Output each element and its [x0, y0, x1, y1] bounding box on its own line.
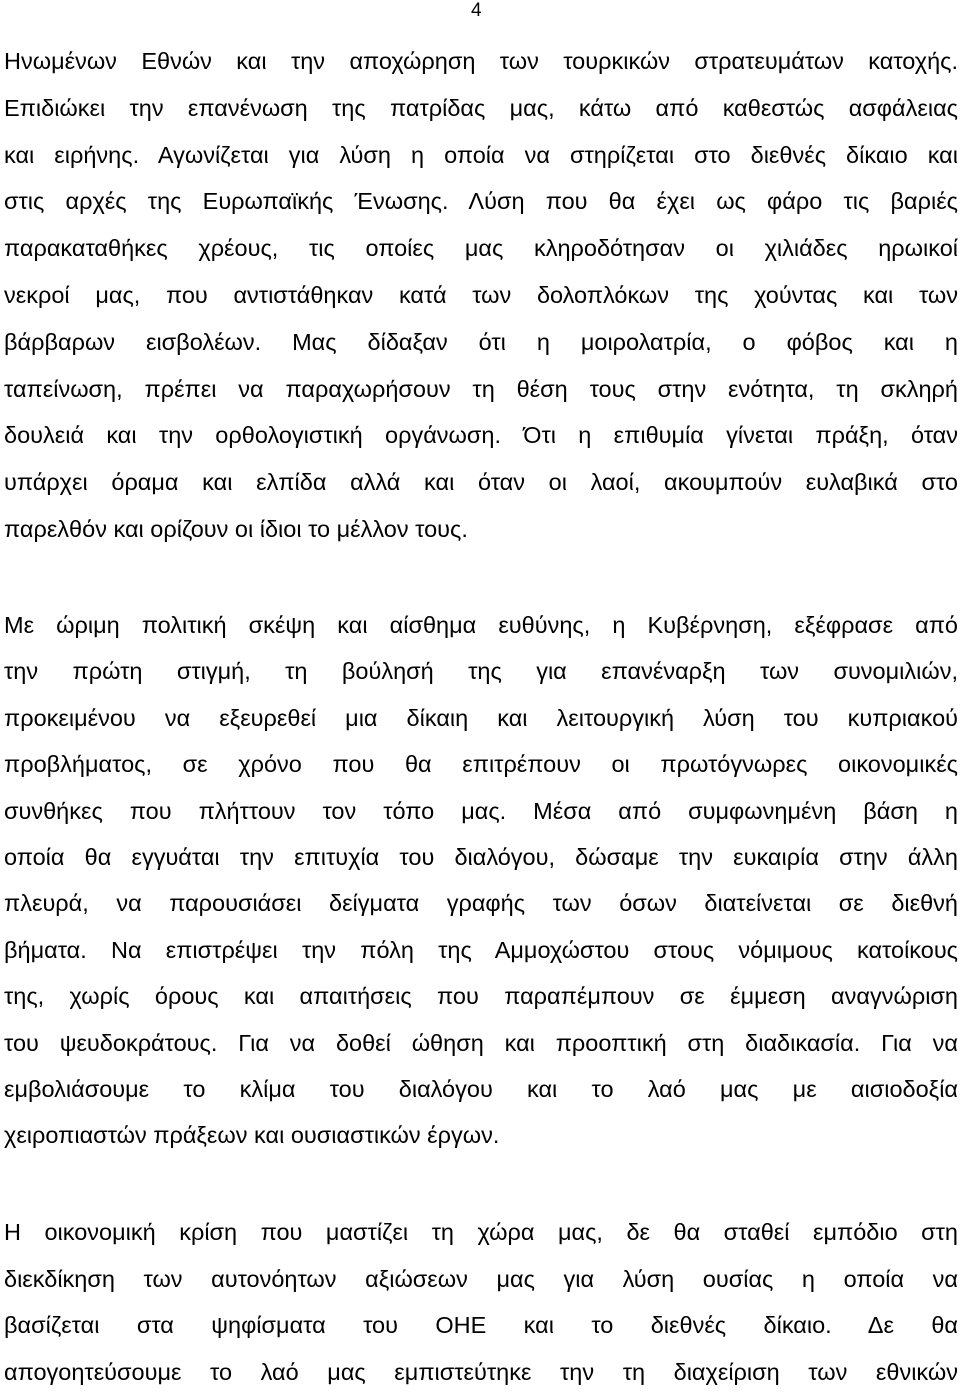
paragraph-3-line: διεκδίκηση των αυτονόητων αξιώσεων μας για λύση ουσίας η οποία να	[4, 1265, 958, 1292]
paragraph-2-line: πλευρά, να παρουσιάσει δείγματα γραφής των όσων διατείνεται σε διεθνή	[4, 890, 958, 917]
paragraph-2-line: εμβολιάσουμε το κλίμα του διαλόγου και το λαό μας με αισιοδοξία	[4, 1076, 958, 1102]
paragraph-2-line: Με ώριμη πολιτική σκέψη και αίσθημα ευθύνης, η Κυβέρνηση, εξέφρασε από	[4, 612, 958, 638]
paragraph-1-line: παρελθόν και ορίζουν οι ίδιοι το μέλλον τους.	[4, 516, 468, 542]
paragraph-1-line: υπάρχει όραμα και ελπίδα αλλά και όταν οι λαοί, ακουμπούν ευλαβικά στο	[4, 469, 958, 496]
paragraph-1-line: ταπείνωση, πρέπει να παραχωρήσουν τη θέση τους στην ενότητα, τη σκληρή	[4, 375, 958, 402]
paragraph-1-line: νεκροί μας, που αντιστάθηκαν κατά των δολοπλόκων της χούντας και των	[4, 282, 958, 308]
paragraph-2-line: προβλήματος, σε χρόνο που θα επιτρέπουν οι πρωτόγνωρες οικονομικές	[4, 751, 958, 778]
paragraph-2-line: της, χωρίς όρους και απαιτήσεις που παραπέμπουν σε έμμεση αναγνώριση	[4, 983, 958, 1010]
paragraph-1-line: Επιδιώκει την επανένωση της πατρίδας μας, κάτω από καθεστώς ασφάλειας	[4, 94, 958, 121]
paragraph-2-line: βήματα. Να επιστρέψει την πόλη της Αμμοχώστου στους νόμιμους κατοίκους	[4, 936, 958, 963]
paragraph-1-line: βάρβαρων εισβολέων. Μας δίδαξαν ότι η μοιρολατρία, ο φόβος και η	[4, 328, 958, 355]
paragraph-3-line: απογοητεύσουμε το λαό μας εμπιστεύτηκε την τη διαχείριση των εθνικών	[4, 1358, 958, 1385]
paragraph-2-line: συνθήκες που πλήττουν τον τόπο μας. Μέσα από συμφωνημένη βάση η	[4, 797, 958, 824]
paragraph-1-line: και ειρήνης. Αγωνίζεται για λύση η οποία να στηρίζεται στο διεθνές δίκαιο και	[4, 141, 958, 168]
paragraph-2-line: οποία θα εγγυάται την επιτυχία του διαλόγου, δώσαμε την ευκαιρία στην άλλη	[4, 844, 958, 870]
paragraph-2-line: του ψευδοκράτους. Για να δοθεί ώθηση και προοπτική στη διαδικασία. Για να	[4, 1029, 958, 1056]
paragraph-3-line: Η οικονομική κρίση που μαστίζει τη χώρα μας, δε θα σταθεί εμπόδιο στη	[4, 1219, 958, 1245]
paragraph-1-line: στις αρχές της Ευρωπαϊκής Ένωσης. Λύση που θα έχει ως φάρο τις βαριές	[4, 188, 958, 215]
paragraph-1-line: Ηνωμένων Εθνών και την αποχώρηση των τουρκικών στρατευμάτων κατοχής.	[4, 48, 958, 74]
paragraph-2-line: την πρώτη στιγμή, τη βούλησή της για επανέναρξη των συνομιλιών,	[4, 658, 958, 685]
paragraph-2-line: προκειμένου να εξευρεθεί μια δίκαιη και λειτουργική λύση του κυπριακού	[4, 704, 958, 731]
paragraph-1-line: παρακαταθήκες χρέους, τις οποίες μας κληροδότησαν οι χιλιάδες ηρωικοί	[4, 235, 958, 262]
paragraph-2-line: χειροπιαστών πράξεων και ουσιαστικών έργων.	[4, 1122, 500, 1149]
paragraph-3-line: βασίζεται στα ψηφίσματα του ΟΗΕ και το διεθνές δίκαιο. Δε θα	[4, 1312, 958, 1338]
paragraph-1-line: δουλειά και την ορθολογιστική οργάνωση. Ότι η επιθυμία γίνεται πράξη, όταν	[4, 422, 958, 449]
page-number: 4	[471, 0, 482, 21]
